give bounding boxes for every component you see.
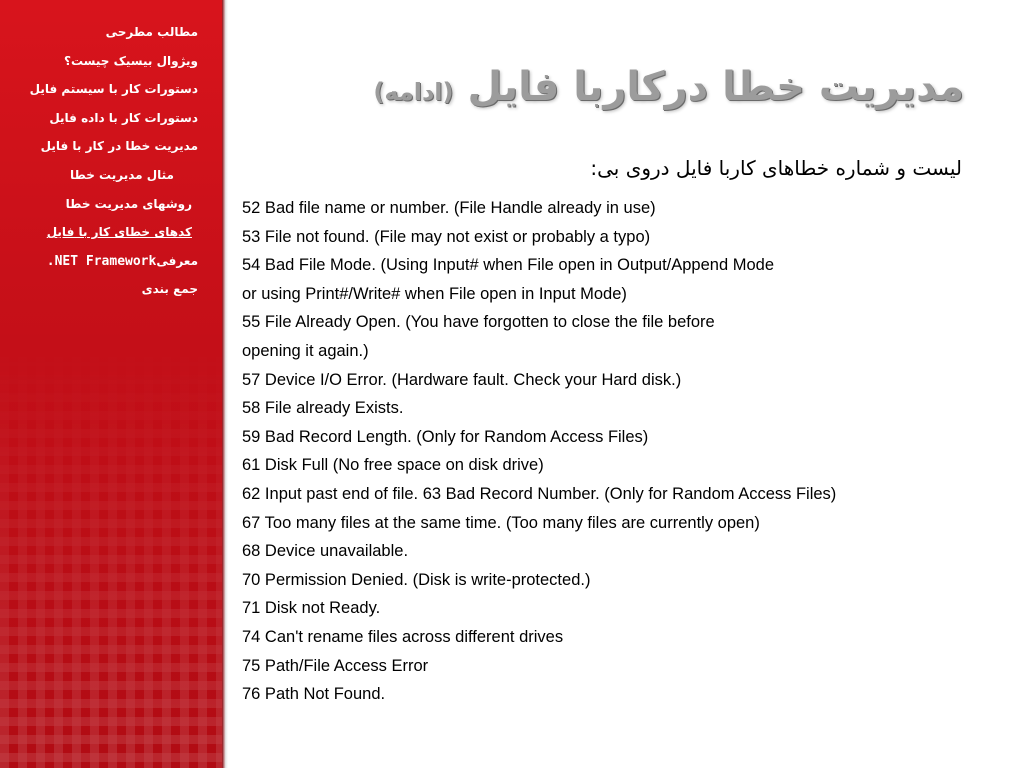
sidebar-item-dotnet-prefix: معرفی <box>156 253 198 268</box>
sidebar-item-dotnet-suffix: .NET Framework <box>46 253 157 269</box>
error-line: 58 File already Exists. <box>242 399 404 418</box>
sidebar-item-filesystem-commands[interactable]: دستورات کار با سیستم فایل <box>29 82 198 97</box>
error-line: 55 File Already Open. (You have forgotten to close the file before <box>242 313 715 332</box>
slide-subtitle: لیست و شماره خطاهای کاربا فایل دروی بی: <box>590 156 962 180</box>
sidebar-divider <box>222 0 228 768</box>
error-line: opening it again.) <box>242 341 369 360</box>
sidebar-nav <box>0 18 198 304</box>
sidebar-item-error-methods[interactable]: روشهای مدیریت خطا <box>65 196 192 211</box>
sidebar-item-error-example[interactable]: مثال مدیریت خطا <box>70 167 174 182</box>
sidebar-item-dotnet-framework[interactable] <box>0 247 198 276</box>
sidebar-item-summary[interactable]: جمع بندی <box>141 282 198 297</box>
error-line: 57 Device I/O Error. (Hardware fault. Check your Hard disk.) <box>242 370 682 389</box>
error-line: 74 Can't rename files across different drives <box>242 627 564 646</box>
error-line: 71 Disk not Ready. <box>242 599 381 618</box>
error-code-list <box>242 194 982 709</box>
error-line: 68 Device unavailable. <box>242 542 409 561</box>
sidebar-item-file-error-codes[interactable]: کدهای خطای کار با فایل <box>46 225 192 240</box>
error-line: 62 Input past end of file. 63 Bad Record Number. (Only for Random Access Files) <box>242 484 837 503</box>
error-line: 52 Bad file name or number. (File Handle already in use) <box>242 199 656 217</box>
error-line: 75 Path/File Access Error <box>242 656 429 675</box>
sidebar-item-file-data-commands[interactable]: دستورات کار با داده فایل <box>49 110 198 125</box>
error-line: 59 Bad Record Length. (Only for Random Access Files) <box>242 427 649 446</box>
sidebar-item-intro[interactable]: مطالب مطرحی <box>105 25 198 39</box>
error-line: 70 Permission Denied. (Disk is write-protected.) <box>242 570 591 589</box>
error-line: 76 Path Not Found. <box>242 685 386 704</box>
error-line: 61 Disk Full (No free space on disk drive) <box>242 456 544 475</box>
sidebar-item-error-handling[interactable]: مدیریت خطا در کار با فایل <box>40 139 198 154</box>
error-line: 53 File not found. (File may not exist or probably a typo) <box>242 227 651 246</box>
slide-title-main: مدیریت خطا درکاربا فایل <box>467 64 964 110</box>
slide-title <box>373 64 964 110</box>
error-line: 54 Bad File Mode. (Using Input# when File open in Output/Append Mode <box>242 256 774 275</box>
sidebar-item-what-is-vb[interactable]: ویژوال بیسیک چیست؟ <box>64 53 198 68</box>
error-line: or using Print#/Write# when File open in Input Mode) <box>242 284 627 303</box>
sidebar-pattern <box>0 348 222 768</box>
error-line: 67 Too many files at the same time. (Too many files are currently open) <box>242 513 760 532</box>
slide-title-sub: (ادامه) <box>373 78 454 106</box>
